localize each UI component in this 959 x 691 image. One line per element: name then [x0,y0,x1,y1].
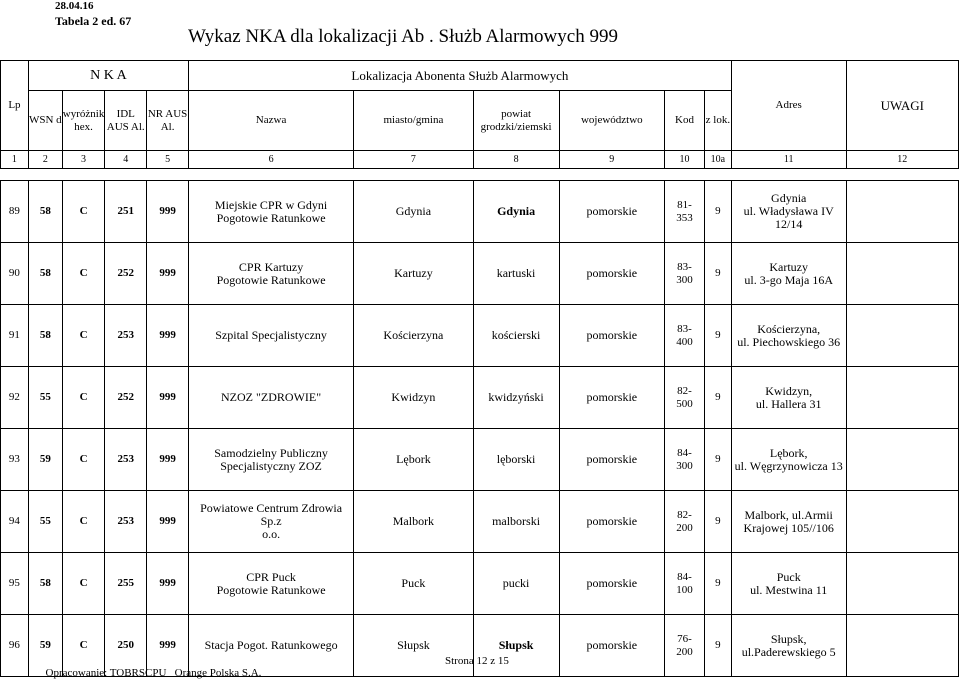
col-nazwa: Nazwa [188,91,353,151]
col-kod: Kod [665,91,705,151]
column-number: 11 [731,151,846,169]
footer-prepared: Opracowanie: TOBRSCPU Orange Polska S.A. [45,667,262,679]
cell-lp: 90 [1,243,29,305]
cell-wyr: C [62,491,105,553]
table-row [1,429,959,491]
cell-woj: pomorskie [559,243,665,305]
cell-wyr: C [62,553,105,615]
cell-powiat: Słupsk [473,615,559,677]
cell-kod: 83- 400 [665,305,705,367]
col-uwagi: UWAGI [846,61,958,151]
cell-idl: 253 [105,491,147,553]
cell-idl: 253 [105,305,147,367]
cell-adres: Kartuzy ul. 3-go Maja 16A [731,243,846,305]
document-date: 28.04.16 [55,0,94,12]
cell-zlok: 9 [704,181,731,243]
cell-uwagi [846,553,958,615]
cell-adres: Puck ul. Mestwina 11 [731,553,846,615]
cell-woj: pomorskie [559,615,665,677]
cell-adres: Kościerzyna, ul. Piechowskiego 36 [731,305,846,367]
cell-zlok: 9 [704,615,731,677]
cell-uwagi [846,615,958,677]
cell-zlok: 9 [704,429,731,491]
cell-lp: 92 [1,367,29,429]
cell-woj: pomorskie [559,429,665,491]
cell-miasto: Gdynia [354,181,473,243]
cell-kod: 82- 200 [665,491,705,553]
group-location: Lokalizacja Abonenta Służb Alarmowych [188,61,731,91]
cell-wsn: 55 [28,367,62,429]
page-title: Wykaz NKA dla lokalizacji Ab . Służb Alarmowych 999 [188,26,618,47]
cell-zlok: 9 [704,305,731,367]
col-lp: Lp [1,61,29,151]
cell-miasto: Lębork [354,429,473,491]
cell-kod: 83- 300 [665,243,705,305]
cell-lp: 95 [1,553,29,615]
cell-wyr: C [62,429,105,491]
col-powiat: powiat grodzki/ziemski [473,91,559,151]
cell-idl: 255 [105,553,147,615]
cell-kod: 81- 353 [665,181,705,243]
cell-kod: 84- 300 [665,429,705,491]
col-nr: NR AUS Al. [147,91,189,151]
cell-idl: 253 [105,429,147,491]
col-adres: Adres [731,61,846,151]
cell-wsn: 58 [28,243,62,305]
cell-powiat: lęborski [473,429,559,491]
cell-woj: pomorskie [559,491,665,553]
cell-idl: 252 [105,367,147,429]
column-number: 7 [354,151,473,169]
column-number: 6 [188,151,353,169]
cell-nazwa: NZOZ "ZDROWIE" [188,367,353,429]
cell-adres: Słupsk, ul.Paderewskiego 5 [731,615,846,677]
cell-woj: pomorskie [559,553,665,615]
col-wsn: WSN d [28,91,62,151]
cell-nr: 999 [147,243,189,305]
table-row [1,367,959,429]
cell-woj: pomorskie [559,367,665,429]
table-row [1,243,959,305]
cell-powiat: kościerski [473,305,559,367]
cell-nazwa: Powiatowe Centrum Zdrowia Sp.z o.o. [188,491,353,553]
cell-zlok: 9 [704,243,731,305]
cell-kod: 76- 200 [665,615,705,677]
cell-nazwa: Stacja Pogot. Ratunkowego [188,615,353,677]
cell-wsn: 58 [28,305,62,367]
cell-adres: Lębork, ul. Węgrzynowicza 13 [731,429,846,491]
column-number: 10a [704,151,731,169]
cell-uwagi [846,491,958,553]
cell-uwagi [846,305,958,367]
cell-nazwa: Samodzielny Publiczny Specjalistyczny ZOZ [188,429,353,491]
cell-lp: 91 [1,305,29,367]
cell-nazwa: Miejskie CPR w Gdyni Pogotowie Ratunkowe [188,181,353,243]
col-idl: IDL AUS Al. [105,91,147,151]
cell-lp: 89 [1,181,29,243]
cell-uwagi [846,367,958,429]
cell-nazwa: Szpital Specjalistyczny [188,305,353,367]
cell-wsn: 59 [28,615,62,677]
cell-uwagi [846,429,958,491]
cell-wsn: 58 [28,181,62,243]
cell-miasto: Puck [354,553,473,615]
col-miasto: miasto/gmina [354,91,473,151]
cell-miasto: Malbork [354,491,473,553]
cell-kod: 84- 100 [665,553,705,615]
cell-miasto: Kartuzy [354,243,473,305]
cell-nr: 999 [147,553,189,615]
cell-nr: 999 [147,305,189,367]
column-number: 9 [559,151,665,169]
table-row [1,553,959,615]
col-wojewodztwo: województwo [559,91,665,151]
group-nka: N K A [28,61,188,91]
cell-powiat: Gdynia [473,181,559,243]
cell-woj: pomorskie [559,305,665,367]
column-number: 2 [28,151,62,169]
cell-uwagi [846,243,958,305]
column-number: 3 [62,151,105,169]
footer [40,655,509,691]
footer-page: Strona 12 z 15 [445,655,509,667]
cell-idl: 250 [105,615,147,677]
cell-lp: 96 [1,615,29,677]
col-wyroznik: wyróżnik hex. [62,91,105,151]
cell-zlok: 9 [704,367,731,429]
cell-wsn: 55 [28,491,62,553]
cell-powiat: malborski [473,491,559,553]
cell-woj: pomorskie [559,181,665,243]
cell-zlok: 9 [704,491,731,553]
cell-wyr: C [62,367,105,429]
col-zlok: z lok. [704,91,731,151]
cell-nr: 999 [147,615,189,677]
table-row [1,305,959,367]
column-number: 1 [1,151,29,169]
cell-adres: Malbork, ul.Armii Krajowej 105//106 [731,491,846,553]
cell-wsn: 59 [28,429,62,491]
cell-lp: 93 [1,429,29,491]
nka-table [0,60,959,677]
cell-miasto: Kwidzyn [354,367,473,429]
cell-zlok: 9 [704,553,731,615]
cell-miasto: Słupsk [354,615,473,677]
column-number-row [1,151,959,169]
table-row [1,181,959,243]
cell-idl: 251 [105,181,147,243]
cell-nr: 999 [147,491,189,553]
cell-wyr: C [62,243,105,305]
cell-kod: 82- 500 [665,367,705,429]
cell-nr: 999 [147,429,189,491]
cell-powiat: kwidzyński [473,367,559,429]
cell-nazwa: CPR Puck Pogotowie Ratunkowe [188,553,353,615]
column-number: 10 [665,151,705,169]
table-row [1,491,959,553]
cell-uwagi [846,181,958,243]
cell-nr: 999 [147,181,189,243]
cell-powiat: pucki [473,553,559,615]
column-number: 8 [473,151,559,169]
cell-nr: 999 [147,367,189,429]
table-edition: Tabela 2 ed. 67 [55,14,132,28]
cell-miasto: Kościerzyna [354,305,473,367]
cell-nazwa: CPR Kartuzy Pogotowie Ratunkowe [188,243,353,305]
column-number: 12 [846,151,958,169]
column-number: 5 [147,151,189,169]
cell-adres: Gdynia ul. Władysława IV 12/14 [731,181,846,243]
spacer-row [1,169,959,181]
cell-wyr: C [62,181,105,243]
cell-idl: 252 [105,243,147,305]
cell-wyr: C [62,615,105,677]
column-number: 4 [105,151,147,169]
cell-wsn: 58 [28,553,62,615]
cell-wyr: C [62,305,105,367]
cell-adres: Kwidzyn, ul. Hallera 31 [731,367,846,429]
cell-powiat: kartuski [473,243,559,305]
cell-lp: 94 [1,491,29,553]
